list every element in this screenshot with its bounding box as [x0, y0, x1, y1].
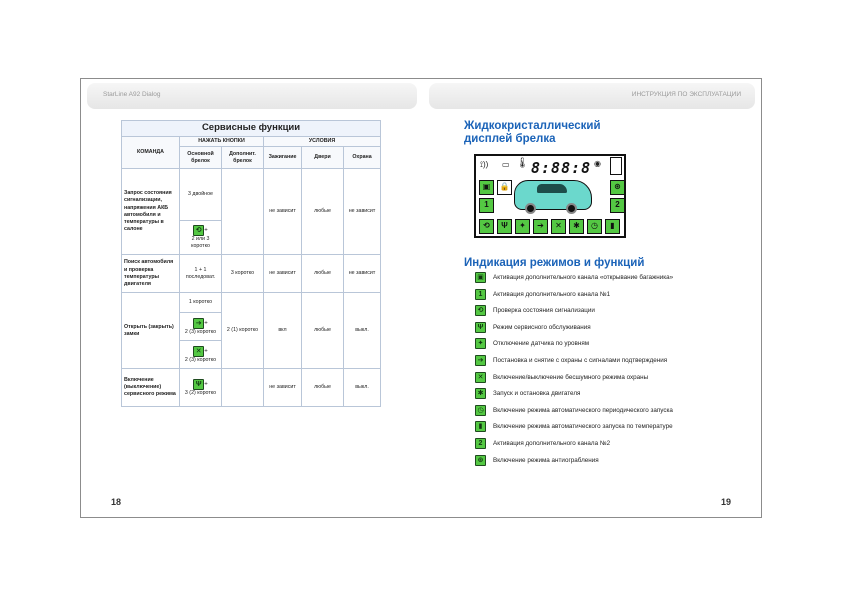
row-command: Поиск автомобиля и проверка температуры двигателя — [122, 255, 180, 293]
row-command: Открыть (закрыть) замки — [122, 293, 180, 369]
battery-icon: ▭ — [502, 160, 510, 169]
row-doors: любые — [302, 169, 344, 255]
row-extra-fob: 3 коротко — [222, 255, 264, 293]
channel-1-icon: 1 — [479, 198, 494, 213]
col-doors: Двери — [302, 147, 344, 169]
page-number-right: 19 — [720, 497, 731, 507]
press-count: 2 или 3 коротко — [191, 236, 210, 250]
table-row — [122, 369, 381, 407]
col-conditions: УСЛОВИЯ — [264, 137, 381, 147]
press-count: 2 (3) коротко — [184, 328, 217, 335]
arm-confirm-icon: ➔ — [475, 355, 486, 366]
modes-heading: Индикация режимов и функций — [464, 257, 645, 269]
status-check-icon: ⟲ — [479, 219, 494, 234]
booklet-spread: StarLine A92 Dialog ИНСТРУКЦИЯ ПО ЭКСПЛУАТАЦИИ Сервисные функции КОМАНДА НАЖАТЬ КНОПКИ УСЛОВИЯ Основной брелок Дополнит. брелок Зажигание Двери Охрана Запрос состояния сигнализации, напряжения АКБ автомобиля и температуры в салоне 3 двойное не зависит любые не зависит ⟲ + 2 или 3 коротко Поиск автомобиля и проверка температуры двигателя 1 + 1 последоват. 3 коротко не зависит любые не зависит Открыть (закрыть) замки 1 коротко 2 (1) коротко вкл любые выкл. ➔ + 2 (3) коротко ✕ + 2 (3) коротко Включение (выключение) сервисного режима Ψ + 3 (2) коротко не зависит любые выкл. 18 19 Жидкокристаллический дисплей брелка ⟟)) ▭ 🌡 8:88:8 ◉ ▣ 🔒 1 ⊛ 2 ⟲ Ψ ✦ ➔ ✕ ✱ ◷ ▮ Индикация режимов и функций ▣ Активация дополнительного канала «открывание багажника» 1 Активация дополнительного канала №1 ⟲ Проверка состояния сигнализации Ψ Режим сервисного обслуживания ✦ Отключение датчика по уровням ➔ Постановка и снятие с охраны с сигналами подтверждения ✕ Включение/выключение бесшумного режима охраны ✱ Запуск и остановка двигателя ◷ Включение режима автоматического периодического запуска ▮ Включение режима автоматического запуска по температуре 2 Активация дополнительного канала №2 ⊛ Включение режима антиограбления — [80, 78, 762, 518]
col-press-buttons: НАЖАТЬ КНОПКИ — [180, 137, 264, 147]
row-doors: любые — [302, 293, 344, 369]
row-main-fob — [180, 169, 222, 221]
row-main-fob-alt: ➔ + 2 (3) коротко — [180, 313, 222, 341]
left-header-text: StarLine A92 Dialog — [103, 91, 161, 98]
row-doors: любые — [302, 255, 344, 293]
table-row — [122, 255, 381, 293]
table-row — [122, 293, 381, 313]
col-command: КОМАНДА — [122, 137, 180, 169]
press-count: 3 (2) коротко — [184, 389, 217, 396]
service-functions-table — [121, 120, 381, 407]
row-doors: любые — [302, 369, 344, 407]
service-mode-icon: Ψ — [497, 219, 512, 234]
engine-start-icon: ✱ — [569, 219, 584, 234]
left-page-header — [87, 83, 417, 109]
silent-mode-icon: ✕ — [475, 372, 486, 383]
col-extra-fob: Дополнит. брелок — [222, 147, 264, 169]
status-check-icon: ⟲ — [193, 225, 204, 236]
row-guard: не зависит — [344, 255, 381, 293]
level-sensor-off-icon: ✦ — [515, 219, 530, 234]
row-extra-fob — [222, 169, 264, 255]
row-main-fob-alt2: ✕ + 2 (3) коротко — [180, 341, 222, 369]
col-main-fob: Основной брелок — [180, 147, 222, 169]
signal-icon: ⟟)) — [480, 160, 489, 169]
engine-start-icon: ✱ — [475, 388, 486, 399]
periodic-start-icon: ◷ — [587, 219, 602, 234]
row-extra-fob — [222, 369, 264, 407]
service-mode-icon: Ψ — [475, 322, 486, 333]
row-ignition: не зависит — [264, 169, 302, 255]
table-title: Сервисные функции — [122, 121, 381, 137]
right-header-text: ИНСТРУКЦИЯ ПО ЭКСПЛУАТАЦИИ — [631, 91, 741, 98]
anti-hijack-icon: ⊛ — [475, 455, 486, 466]
lcd-display-illustration — [474, 154, 626, 238]
car-icon — [514, 180, 592, 210]
level-sensor-off-icon: ✦ — [475, 338, 486, 349]
anti-hijack-icon: ⊛ — [610, 180, 625, 195]
status-check-icon: ⟲ — [475, 305, 486, 316]
trunk-open-icon: ▣ — [479, 180, 494, 195]
lock-icon: 🔒 — [497, 180, 512, 195]
row-main-fob-alt: ⟲ + 2 или 3 коротко — [180, 221, 222, 255]
col-ignition: Зажигание — [264, 147, 302, 169]
row-guard: выкл. — [344, 293, 381, 369]
temp-start-icon: ▮ — [605, 219, 620, 234]
channel-2-icon: 2 — [610, 198, 625, 213]
lcd-heading: Жидкокристаллический дисплей брелка — [464, 120, 601, 145]
row-command: Запрос состояния сигнализации, напряжения АКБ автомобиля и температуры в салоне — [122, 169, 180, 255]
thermometer-icon: 🌡 — [516, 158, 529, 169]
page-number-left: 18 — [111, 497, 122, 507]
row-main-fob: Ψ + 3 (2) коротко — [180, 369, 222, 407]
lcd-digits: 8:88:8 — [531, 159, 592, 177]
row-main-fob: 1 коротко — [180, 293, 222, 313]
right-page-header — [429, 83, 755, 109]
table-row — [122, 169, 381, 221]
trunk-open-icon: ▣ — [475, 272, 486, 283]
press-count: 2 (3) коротко — [184, 356, 217, 363]
channel-1-icon: 1 — [475, 289, 486, 300]
fob-battery-icon — [610, 157, 622, 175]
row-ignition: вкл — [264, 293, 302, 369]
row-ignition: не зависит — [264, 369, 302, 407]
row-extra-fob: 2 (1) коротко — [222, 293, 264, 369]
silent-mode-icon: ✕ — [551, 219, 566, 234]
temp-start-icon: ▮ — [475, 421, 486, 432]
arm-confirm-icon: ➔ — [533, 219, 548, 234]
service-mode-icon: Ψ — [193, 379, 204, 390]
col-guard: Охрана — [344, 147, 381, 169]
row-guard: не зависит — [344, 169, 381, 255]
row-command: Включение (выключение) сервисного режима — [122, 369, 180, 407]
channel-2-icon: 2 — [475, 438, 486, 449]
row-guard: выкл. — [344, 369, 381, 407]
arm-confirm-icon: ➔ — [193, 318, 204, 329]
turbo-icon: ◉ — [594, 159, 601, 168]
silent-mode-icon: ✕ — [193, 346, 204, 357]
row-main-fob: 1 + 1 последоват. — [180, 255, 222, 293]
press-count: 3 двойное — [188, 191, 213, 198]
periodic-start-icon: ◷ — [475, 405, 486, 416]
row-ignition: не зависит — [264, 255, 302, 293]
